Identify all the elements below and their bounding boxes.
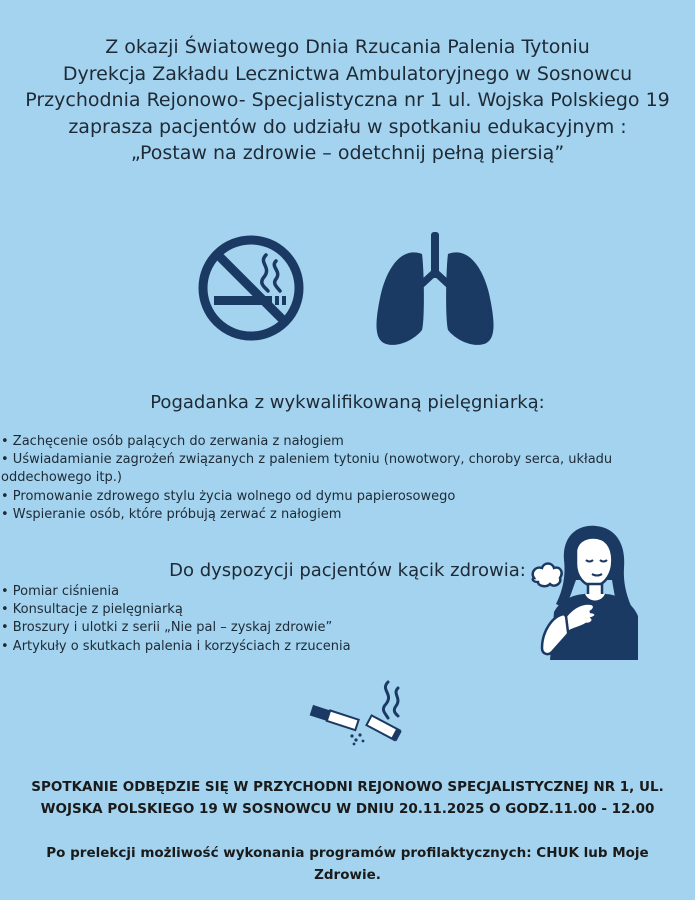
list-item: • Zachęcenie osób palących do zerwania z nałogiem	[1, 434, 344, 449]
no-smoking-icon	[196, 233, 306, 343]
list-item: • Konsultacje z pielęgniarką	[1, 602, 183, 618]
list-item: • Wspieranie osób, które próbują zerwać z nałogiem	[1, 506, 342, 522]
section-title-talk: Pogadanka z wykwalifikowaną pielęgniarką:	[150, 392, 545, 413]
meeting-info-line-2: WOJSKA POLSKIEGO 19 W SOSNOWCU W DNIU 20.11.2025 O GODZ.11.00 - 12.00	[40, 801, 655, 817]
talk-list	[1, 433, 612, 524]
header-line-3: Przychodnia Rejonowo- Specjalistyczna nr 1 ul. Wojska Polskiego 19	[25, 89, 670, 111]
prevention-programs-info	[0, 842, 695, 886]
prevention-line-2: Zdrowie.	[314, 867, 381, 883]
lungs-icon	[372, 228, 500, 348]
list-item: • Promowanie zdrowego stylu życia wolnego od dymu papierosowego	[1, 488, 456, 504]
prevention-line-1: Po prelekcji możliwość wykonania programów profilaktycznych: CHUK lub Moje	[46, 845, 649, 861]
list-item: • Broszury i ulotki z serii „Nie pal – zyskaj zdrowie”	[1, 620, 333, 636]
meeting-info-line-1: SPOTKANIE ODBĘDZIE SIĘ W PRZYCHODNI REJONOWO SPECJALISTYCZNEJ NR 1, UL.	[31, 779, 664, 795]
list-item: • Uświadamianie zagrożeń związanych z paleniem tytoniu (nowotwory, choroby serca, układu	[1, 452, 613, 468]
woman-breathing-icon	[530, 520, 642, 664]
meeting-info	[0, 776, 695, 820]
header	[0, 34, 695, 167]
header-line-5: „Postaw na zdrowie – odetchnij pełną piersią”	[130, 142, 565, 164]
header-line-4: zaprasza pacjentów do udziału w spotkaniu edukacyjnym :	[68, 115, 627, 138]
list-item: • Pomiar ciśnienia	[1, 584, 120, 599]
health-corner-list	[1, 583, 351, 656]
header-line-2: Dyrekcja Zakładu Lecznictwa Ambulatoryjnego w Sosnowcu	[62, 62, 633, 85]
icons-row	[0, 228, 695, 353]
list-item: • Artykuły o skutkach palenia i korzyściach z rzucenia	[1, 638, 351, 654]
section-title-health-corner: Do dyspozycji pacjentów kącik zdrowia:	[169, 560, 526, 581]
header-line-1: Z okazji Światowego Dnia Rzucania Palenia Tytoniu	[105, 36, 590, 58]
broken-cigarette-icon	[308, 678, 404, 748]
list-item: oddechowego itp.)	[1, 470, 122, 486]
